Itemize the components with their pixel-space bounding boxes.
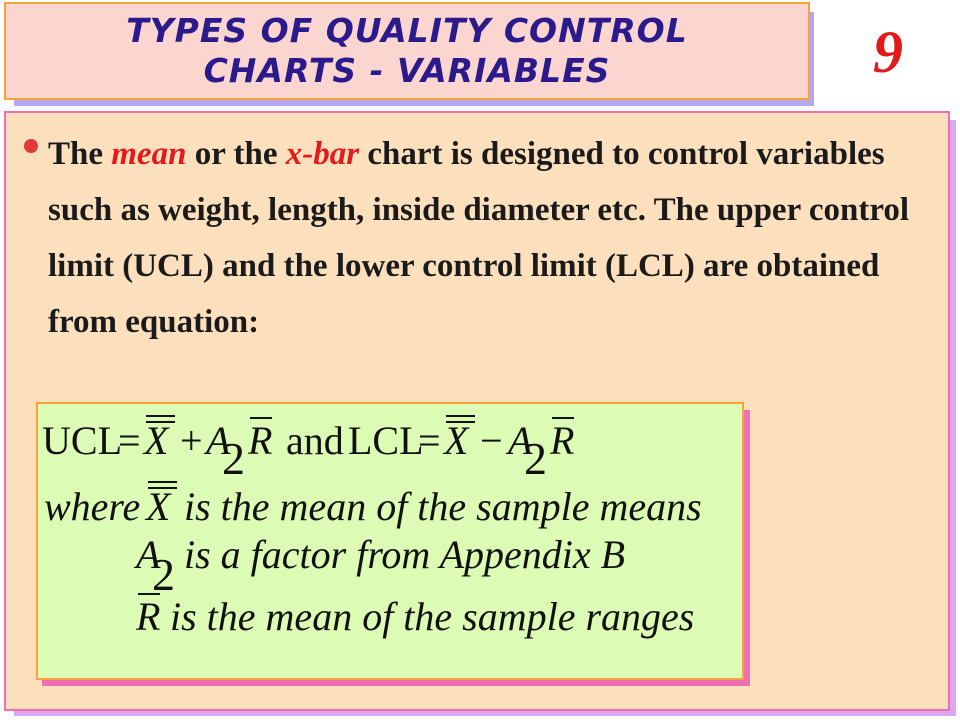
lcl-r-symbol: R	[550, 418, 575, 463]
ucl-r-symbol: R	[248, 418, 273, 463]
body-text-2: or the	[186, 136, 286, 172]
body-paragraph	[48, 126, 928, 350]
ucl-a-subscript: 2	[222, 433, 245, 484]
title-box	[4, 2, 810, 100]
where-label: where	[44, 484, 141, 529]
lcl-minus: −	[480, 418, 503, 463]
lcl-a-subscript: 2	[524, 433, 547, 484]
ucl-label: UCL	[42, 418, 122, 463]
formula-graphic	[38, 404, 742, 678]
body-text-1: The	[48, 136, 112, 172]
lcl-a-symbol: A	[508, 418, 533, 463]
formula-box	[36, 402, 744, 680]
ucl-a-symbol: A	[206, 418, 231, 463]
body-text-3: chart is designed to control variables such as weight, length, inside diameter etc. The upper control limit (UCL) and the lower control limit (LCL) are obtained from equation:	[48, 136, 910, 340]
lcl-equals: =	[418, 418, 441, 463]
a2-description: is a factor from Appendix B	[184, 532, 626, 577]
x-description: is the mean of the sample means	[184, 484, 702, 529]
where-x-symbol: X	[146, 484, 171, 529]
rbar-description: is the mean of the sample ranges	[170, 594, 695, 639]
title-line-1: TYPES OF QUALITY CONTROL	[126, 11, 688, 50]
emphasis-mean: mean	[111, 136, 187, 172]
slide-number: 9	[873, 19, 903, 85]
lcl-x-symbol: X	[444, 418, 469, 463]
ucl-plus: +	[180, 418, 203, 463]
bullet-icon	[24, 139, 38, 153]
a2-a-symbol: A	[136, 532, 161, 577]
a2-subscript: 2	[152, 549, 175, 600]
lcl-label: LCL	[348, 418, 424, 463]
rbar-r-symbol: R	[136, 594, 161, 639]
and-word: and	[286, 418, 344, 463]
title-line-2: CHARTS - VARIABLES	[203, 51, 611, 90]
emphasis-x-bar: x-bar	[285, 136, 360, 172]
ucl-equals: =	[118, 418, 141, 463]
ucl-x-symbol: X	[144, 418, 169, 463]
